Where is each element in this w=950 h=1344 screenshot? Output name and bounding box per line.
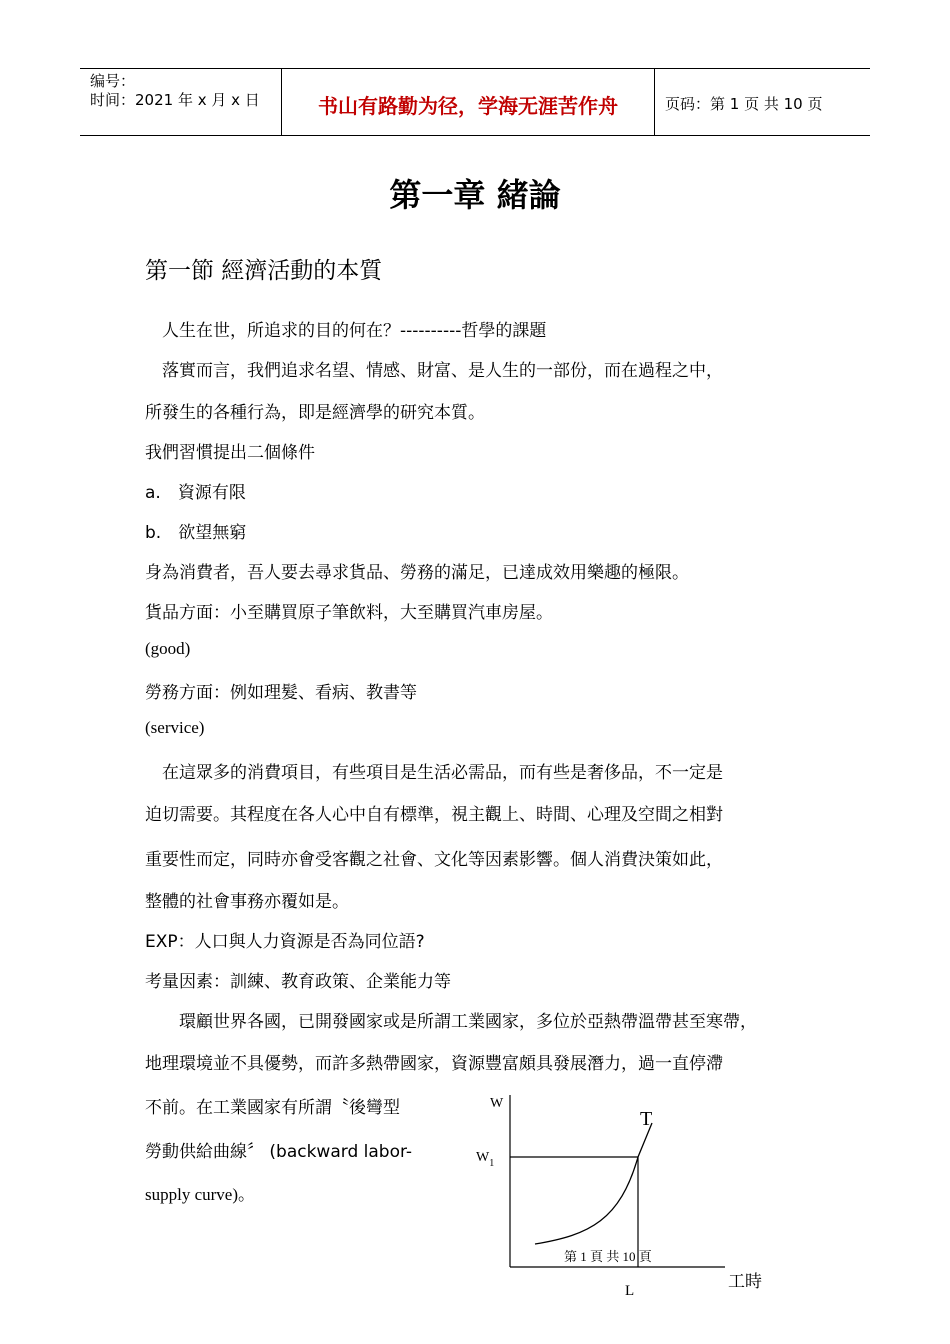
x-axis-label: 工時 bbox=[728, 1272, 762, 1292]
paragraph-line: (service) bbox=[145, 718, 205, 737]
header-motto: 书山有路勤为径，学海无涯苦作舟 bbox=[318, 94, 618, 118]
chapter-title: 第一章 緒論 bbox=[389, 176, 561, 214]
page-footer: 第 1 頁 共 10 頁 bbox=[564, 1249, 652, 1264]
w1-label: $W_1$ bbox=[476, 1150, 495, 1169]
header-meta bbox=[90, 72, 260, 110]
paragraph-line: EXP：人口與人力資源是否為同位語? bbox=[145, 932, 425, 952]
paragraph-line: 勞務方面：例如理髮、看病、教書等 bbox=[145, 683, 417, 703]
paragraph-line: 貨品方面：小至購買原子筆飲料，大至購買汽車房屋。 bbox=[145, 603, 553, 623]
date-label: 时间：2021 年 x 月 x 日 bbox=[90, 91, 260, 109]
curve-label: T bbox=[640, 1108, 653, 1130]
header-bottom-rule bbox=[80, 135, 870, 136]
paragraph-line: 我們習慣提出二個條件 bbox=[145, 443, 315, 463]
supply-curve bbox=[535, 1123, 652, 1244]
paragraph-line: 考量因素：訓練、教育政策、企業能力等 bbox=[145, 972, 451, 992]
paragraph-line: 迫切需要。其程度在各人心中自有標準，視主觀上、時間、心理及空間之相對 bbox=[145, 805, 723, 825]
header-page-label: 页码：第 1 页 共 10 页 bbox=[665, 95, 823, 113]
paragraph-line: 環顧世界各國，已開發國家或是所謂工業國家，多位於亞熱帶溫帶甚至寒帶， bbox=[145, 1012, 757, 1032]
paragraph-line: supply curve)。 bbox=[145, 1185, 256, 1204]
paragraph-line: 勞動供給曲線〞 (backward labor- bbox=[145, 1142, 413, 1162]
header-top-rule bbox=[80, 68, 870, 69]
paragraph-line: 地理環境並不具優勢，而許多熱帶國家，資源豐富頗具發展潛力，過一直停滯 bbox=[145, 1054, 723, 1074]
paragraph-line: 所發生的各種行為，即是經濟學的研究本質。 bbox=[145, 403, 485, 423]
list-item: b. 欲望無窮 bbox=[145, 523, 247, 543]
y-axis-label: W bbox=[490, 1096, 504, 1111]
paragraph-line: (good) bbox=[145, 639, 191, 658]
labor-supply-figure bbox=[460, 1085, 800, 1305]
number-label: 编号： bbox=[90, 72, 136, 90]
header-divider-2 bbox=[654, 69, 655, 136]
section-title: 第一節 經濟活動的本質 bbox=[145, 258, 383, 284]
list-item: a. 資源有限 bbox=[145, 483, 246, 503]
paragraph-line: 重要性而定，同時亦會受客觀之社會、文化等因素影響。個人消費決策如此， bbox=[145, 850, 723, 870]
paragraph-line: 不前。在工業國家有所謂〝後彎型 bbox=[145, 1098, 400, 1118]
paragraph-line: 身為消費者，吾人要去尋求貨品、勞務的滿足，已達成效用樂趣的極限。 bbox=[145, 563, 689, 583]
l-label: L bbox=[625, 1283, 635, 1299]
paragraph-line: 在這眾多的消費項目，有些項目是生活必需品，而有些是奢侈品，不一定是 bbox=[145, 763, 723, 783]
paragraph-line: 落實而言，我們追求名望、情感、財富、是人生的一部份，而在過程之中， bbox=[145, 361, 723, 381]
paragraph-line: 人生在世，所追求的目的何在？----------哲學的課題 bbox=[145, 321, 547, 341]
paragraph-line: 整體的社會事務亦覆如是。 bbox=[145, 892, 349, 912]
